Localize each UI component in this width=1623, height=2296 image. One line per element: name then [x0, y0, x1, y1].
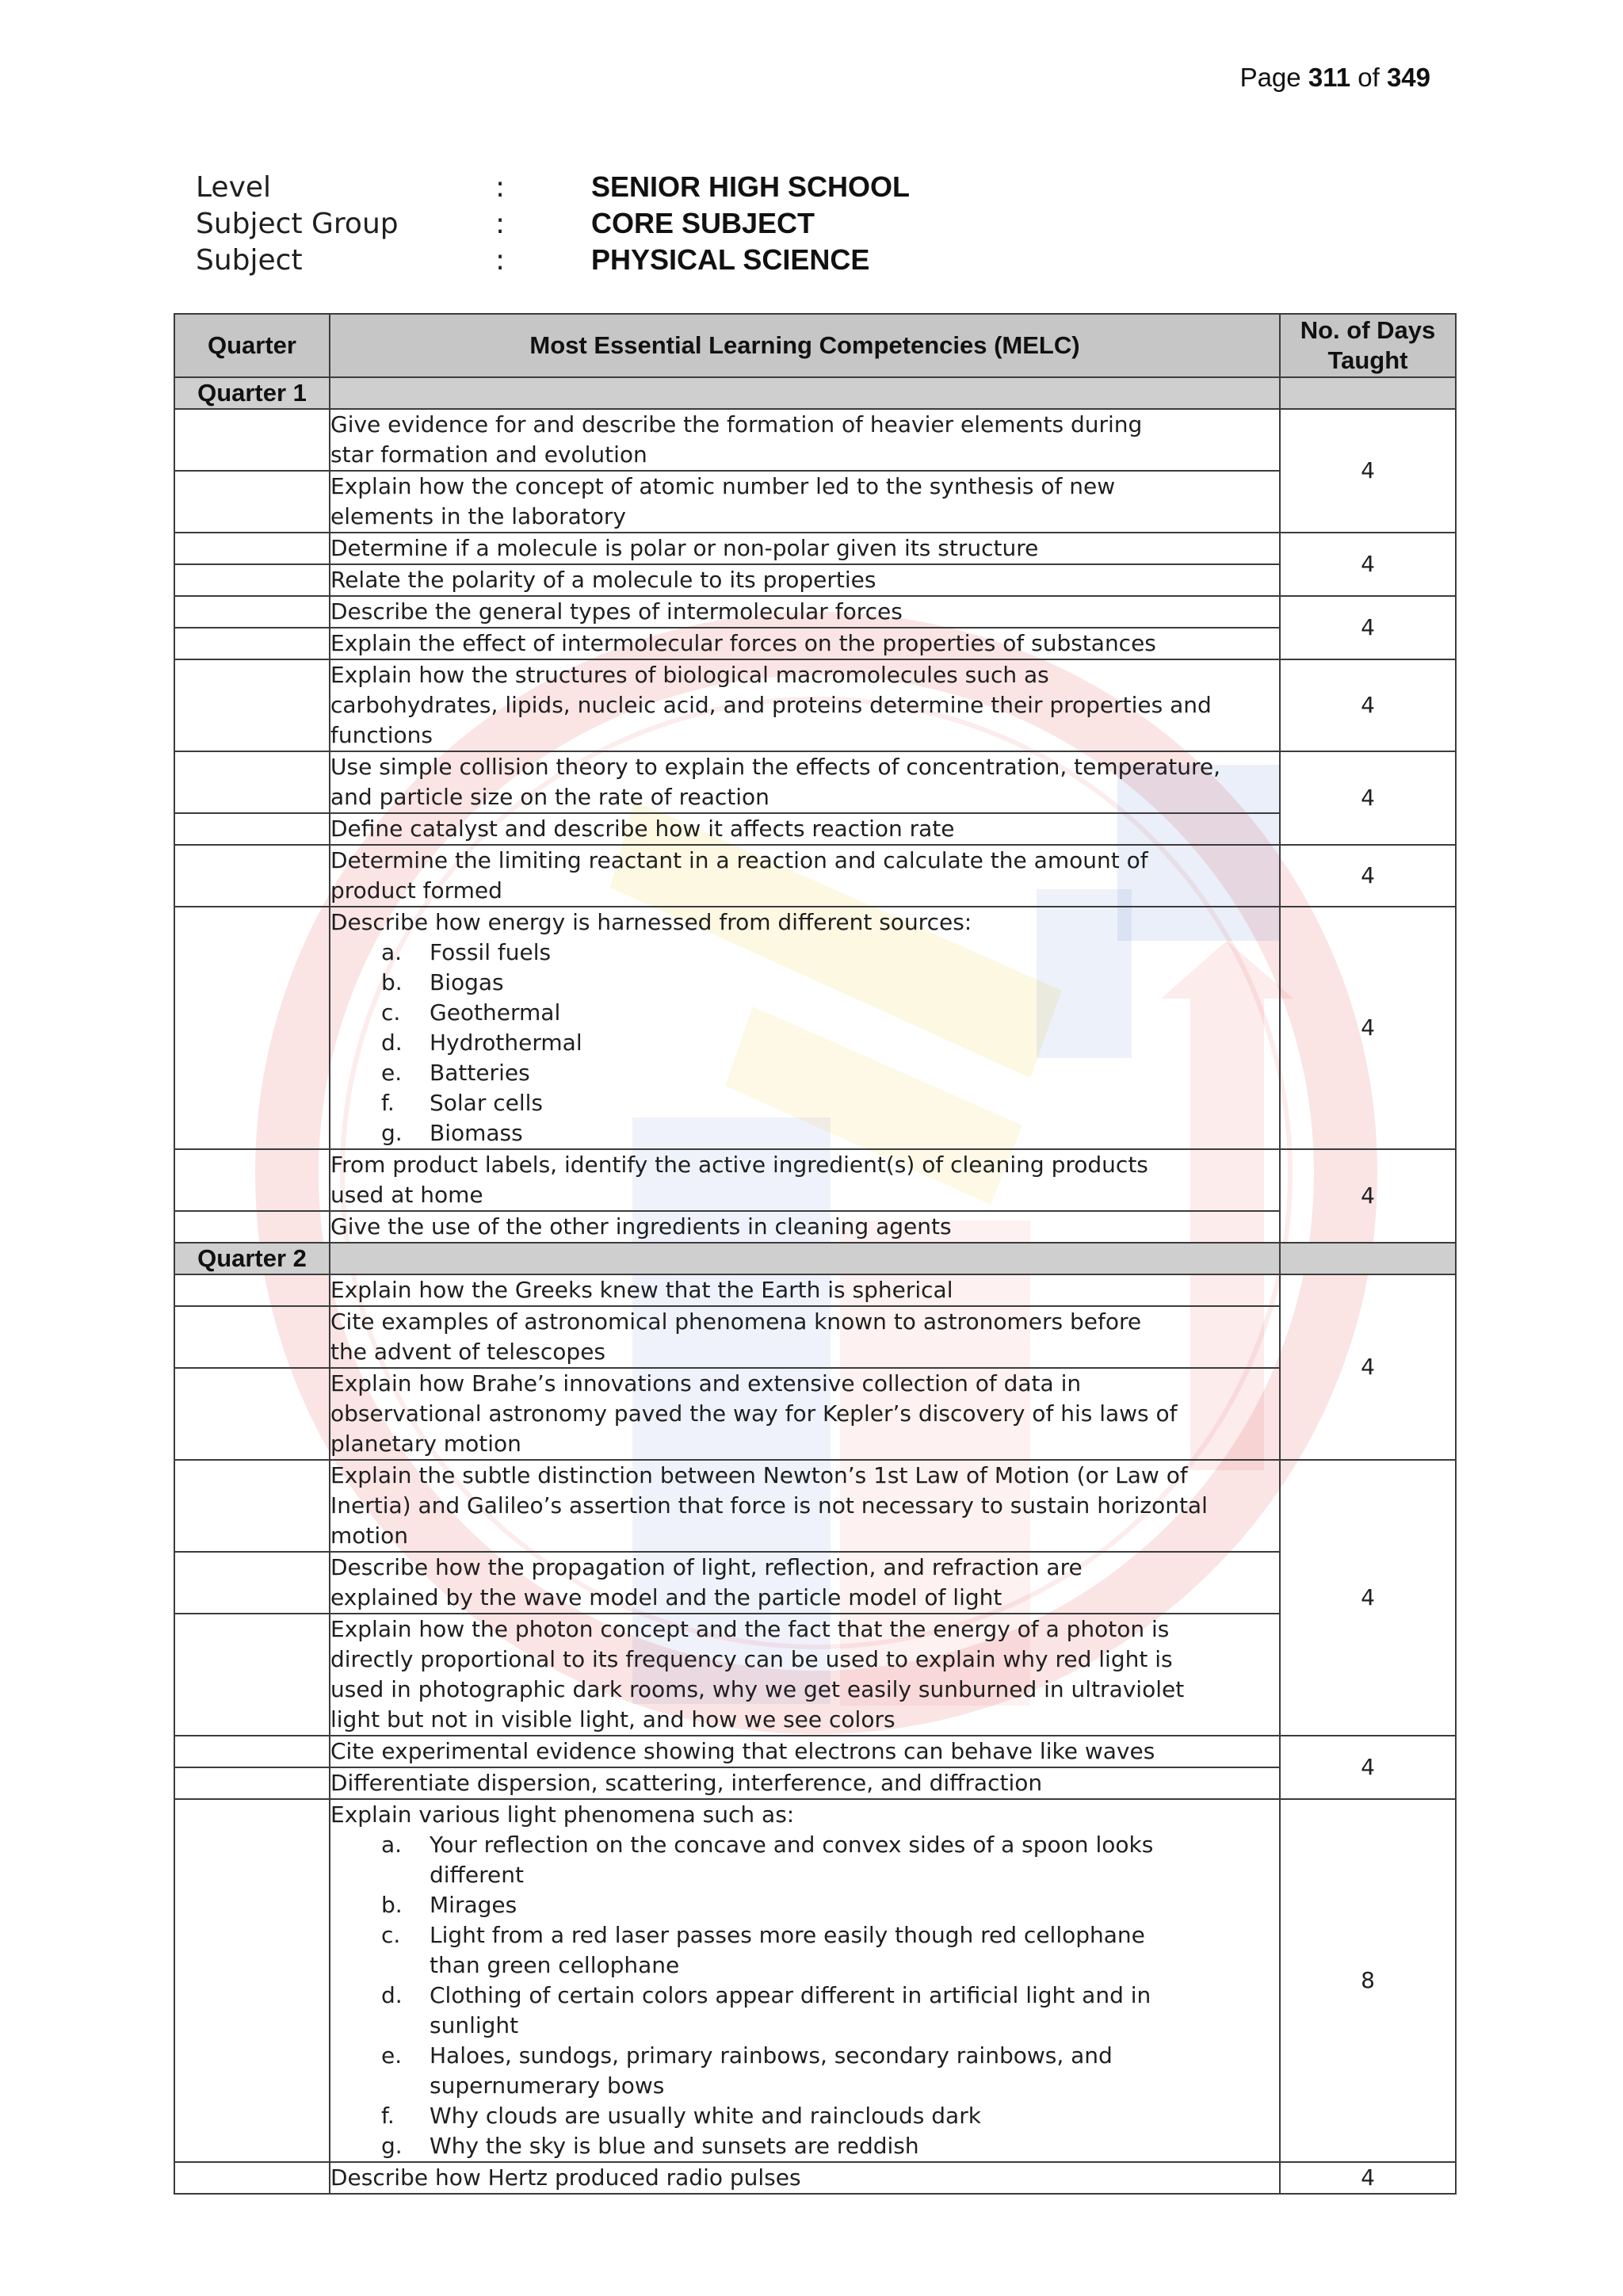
- quarter-cell: [174, 751, 330, 813]
- subject-group-label: Subject Group: [196, 207, 399, 240]
- page-separator: of: [1358, 63, 1380, 92]
- list-item-text: Biogas: [430, 969, 504, 995]
- quarter-cell: [174, 1149, 330, 1211]
- table-header-row: [174, 314, 1456, 377]
- list-item: [330, 1890, 1279, 1920]
- competency-text: Explain the subtle distinction between Newton’s 1st Law of Motion (or Law of Inertia) and Galileo’s assertion that force is not necessary to sustain horizontal motion: [330, 1462, 1208, 1549]
- table-row: [174, 471, 1456, 533]
- level-label: Level: [196, 170, 272, 204]
- course-info: [196, 169, 910, 278]
- list-item: [330, 1981, 1279, 2041]
- list-item-text: Batteries: [430, 1060, 530, 1086]
- competency-cell: [330, 1306, 1280, 1368]
- competency-cell: [330, 907, 1280, 1149]
- days-cell: 4: [1280, 596, 1456, 659]
- competency-cell: [330, 813, 1280, 845]
- quarter-label: Quarter 2: [174, 1243, 330, 1274]
- days-cell: 4: [1280, 659, 1456, 751]
- page-number: [1240, 60, 1430, 95]
- days-cell: 4: [1280, 2162, 1456, 2194]
- list-item: [330, 998, 1279, 1028]
- competency-cell: [330, 1799, 1280, 2162]
- table-row: [174, 1211, 1456, 1243]
- table-row: [174, 1614, 1456, 1736]
- quarter-row-blank: [1280, 1243, 1456, 1274]
- list-marker: a.: [381, 939, 403, 965]
- competency-text: Explain various light phenomena such as:: [330, 1801, 795, 1828]
- list-marker: f.: [381, 2103, 395, 2129]
- competency-text: Explain how Brahe’s innovations and extensive collection of data in observational astronomy paved the way for Kepler’s discovery of his laws of planetary motion: [330, 1370, 1178, 1457]
- table-row: [174, 1736, 1456, 1767]
- list-item-text: Geothermal: [430, 999, 561, 1026]
- list-item-text: Haloes, sundogs, primary rainbows, secondary rainbows, and supernumerary bows: [430, 2042, 1113, 2099]
- table-row: [174, 533, 1456, 564]
- quarter-cell: [174, 596, 330, 628]
- table-row: [174, 1149, 1456, 1211]
- list-marker: d.: [381, 1982, 403, 2008]
- list-marker: g.: [381, 1120, 403, 1146]
- quarter-cell: [174, 1614, 330, 1736]
- list-item: [330, 2101, 1279, 2131]
- competency-text: Describe how the propagation of light, reflection, and refraction are explained by the wave model and the particle model of light: [330, 1554, 1083, 1610]
- list-item: [330, 2131, 1279, 2161]
- list-item-text: Why clouds are usually white and rainclouds dark: [430, 2103, 981, 2129]
- list-item-text: Your reflection on the concave and convex sides of a spoon looks different: [430, 1832, 1154, 1888]
- list-marker: e.: [381, 2042, 403, 2069]
- competency-cell: [330, 845, 1280, 907]
- quarter-row: [174, 377, 1456, 409]
- quarter-row-blank: [1280, 377, 1456, 409]
- list-marker: d.: [381, 1030, 403, 1056]
- competency-text: Cite examples of astronomical phenomena known to astronomers before the advent of telescopes: [330, 1308, 1142, 1365]
- list-item-text: Why the sky is blue and sunsets are reddish: [430, 2133, 919, 2159]
- list-item: [330, 1088, 1279, 1118]
- page-current: 311: [1308, 63, 1351, 92]
- table-row: [174, 813, 1456, 845]
- header-melc: Most Essential Learning Competencies (MELC): [330, 314, 1280, 377]
- level-value: SENIOR HIGH SCHOOL: [591, 170, 911, 203]
- page-total: 349: [1386, 63, 1430, 92]
- subject-label: Subject: [196, 243, 303, 277]
- competency-cell: [330, 596, 1280, 628]
- table-row: [174, 628, 1456, 659]
- competency-cell: [330, 1211, 1280, 1243]
- list-item-text: Fossil fuels: [430, 939, 552, 965]
- list-marker: b.: [381, 969, 403, 995]
- competency-cell: [330, 564, 1280, 596]
- quarter-cell: [174, 845, 330, 907]
- header-quarter: Quarter: [174, 314, 330, 377]
- subject-group-colon: :: [495, 207, 506, 240]
- list-marker: f.: [381, 1090, 395, 1116]
- table-row: [174, 596, 1456, 628]
- competency-cell: [330, 1149, 1280, 1211]
- subject-colon: :: [495, 243, 506, 277]
- list-item: [330, 1058, 1279, 1088]
- page-prefix: Page: [1239, 63, 1301, 92]
- list-item: [330, 968, 1279, 998]
- list-item-text: Clothing of certain colors appear different in artificial light and in sunlight: [430, 1982, 1151, 2038]
- list-item-text: Solar cells: [430, 1090, 544, 1116]
- subject-group-value: CORE SUBJECT: [591, 207, 815, 239]
- quarter-cell: [174, 1211, 330, 1243]
- quarter-row-blank: [330, 1243, 1280, 1274]
- quarter-row: [174, 1243, 1456, 1274]
- quarter-cell: [174, 1306, 330, 1368]
- competency-cell: [330, 2162, 1280, 2194]
- competency-text: Explain how the concept of atomic number led to the synthesis of new elements in the laboratory: [330, 473, 1116, 529]
- list-item: [330, 1028, 1279, 1058]
- list-item-text: Mirages: [430, 1892, 517, 1918]
- quarter-cell: [174, 628, 330, 659]
- quarter-cell: [174, 1368, 330, 1460]
- quarter-cell: [174, 907, 330, 1149]
- competency-cell: [330, 1736, 1280, 1767]
- competency-text: Differentiate dispersion, scattering, interference, and diffraction: [330, 1770, 1043, 1796]
- quarter-cell: [174, 1274, 330, 1306]
- competency-text: Explain how the photon concept and the fact that the energy of a photon is directly proportional to its frequency can be used to explain why red light is used in photographic dark rooms, why we get easily sunburned in ultraviolet light but not in visible light, and how we see colors: [330, 1616, 1185, 1733]
- quarter-cell: [174, 2162, 330, 2194]
- competency-cell: [330, 471, 1280, 533]
- competency-text: Describe the general types of intermolecular forces: [330, 598, 903, 625]
- days-cell: 4: [1280, 751, 1456, 845]
- competency-cell: [330, 409, 1280, 471]
- header-days: No. of Days Taught: [1280, 314, 1456, 377]
- competency-cell: [330, 1552, 1280, 1614]
- days-cell: 4: [1280, 533, 1456, 596]
- list-item-text: Light from a red laser passes more easily though red cellophane than green cellophane: [430, 1922, 1145, 1978]
- table-row: [174, 1368, 1456, 1460]
- days-cell: 4: [1280, 409, 1456, 533]
- table-row: [174, 907, 1456, 1149]
- competency-text: Describe how Hertz produced radio pulses: [330, 2164, 801, 2191]
- quarter-cell: [174, 409, 330, 471]
- table-row: [174, 409, 1456, 471]
- competency-text: Give evidence for and describe the formation of heavier elements during star formation and evolution: [330, 411, 1143, 468]
- days-cell: 4: [1280, 845, 1456, 907]
- list-marker: c.: [381, 1922, 401, 1948]
- days-cell: 4: [1280, 1274, 1456, 1460]
- competency-text: From product labels, identify the active ingredient(s) of cleaning products used at home: [330, 1152, 1148, 1208]
- table-row: [174, 1460, 1456, 1552]
- table-row: [174, 1552, 1456, 1614]
- list-item-text: Biomass: [430, 1120, 523, 1146]
- competency-cell: [330, 533, 1280, 564]
- quarter-cell: [174, 1799, 330, 2162]
- quarter-cell: [174, 1460, 330, 1552]
- list-marker: b.: [381, 1892, 403, 1918]
- days-cell: 8: [1280, 1799, 1456, 2162]
- subject-value: PHYSICAL SCIENCE: [591, 243, 870, 276]
- quarter-cell: [174, 659, 330, 751]
- table-row: [174, 2162, 1456, 2194]
- quarter-cell: [174, 1736, 330, 1767]
- days-cell: 4: [1280, 1736, 1456, 1799]
- competency-text: Determine if a molecule is polar or non-polar given its structure: [330, 535, 1039, 561]
- competency-cell: [330, 1274, 1280, 1306]
- competency-text: Cite experimental evidence showing that electrons can behave like waves: [330, 1738, 1155, 1764]
- days-cell: 4: [1280, 907, 1456, 1149]
- competency-text: Explain the effect of intermolecular forces on the properties of substances: [330, 630, 1156, 656]
- table-row: [174, 1767, 1456, 1799]
- list-item: [330, 1830, 1279, 1890]
- list-item: [330, 1920, 1279, 1981]
- competency-text: Use simple collision theory to explain the effects of concentration, temperature, and particle size on the rate of reaction: [330, 754, 1221, 810]
- competency-text: Explain how the Greeks knew that the Earth is spherical: [330, 1277, 953, 1303]
- competency-text: Describe how energy is harnessed from different sources:: [330, 909, 972, 935]
- competency-text: Define catalyst and describe how it affects reaction rate: [330, 816, 955, 842]
- info-row-level: [196, 169, 910, 205]
- quarter-cell: [174, 813, 330, 845]
- level-colon: :: [495, 170, 506, 204]
- list-item: [330, 938, 1279, 968]
- quarter-cell: [174, 1552, 330, 1614]
- days-cell: 4: [1280, 1460, 1456, 1736]
- competency-text: Relate the polarity of a molecule to its properties: [330, 567, 876, 593]
- quarter-cell: [174, 471, 330, 533]
- competency-cell: [330, 1767, 1280, 1799]
- competency-cell: [330, 659, 1280, 751]
- competency-text: Determine the limiting reactant in a reaction and calculate the amount of product formed: [330, 847, 1148, 904]
- table-row: [174, 751, 1456, 813]
- competency-text: Explain how the structures of biological macromolecules such as carbohydrates, lipids, nucleic acid, and proteins determine their properties and functions: [330, 662, 1212, 748]
- quarter-cell: [174, 564, 330, 596]
- table-row: [174, 1274, 1456, 1306]
- list-item: [330, 2041, 1279, 2101]
- quarter-label: Quarter 1: [174, 377, 330, 409]
- table-row: [174, 845, 1456, 907]
- list-item: [330, 1118, 1279, 1148]
- melc-table: [174, 313, 1457, 2195]
- table-row: [174, 1306, 1456, 1368]
- quarter-cell: [174, 1767, 330, 1799]
- list-item-text: Hydrothermal: [430, 1030, 582, 1056]
- list-marker: e.: [381, 1060, 403, 1086]
- list-marker: c.: [381, 999, 401, 1026]
- competency-text: Give the use of the other ingredients in cleaning agents: [330, 1213, 952, 1240]
- info-row-subject-group: [196, 205, 910, 242]
- competency-cell: [330, 1368, 1280, 1460]
- table-row: [174, 1799, 1456, 2162]
- days-cell: 4: [1280, 1149, 1456, 1243]
- table-row: [174, 659, 1456, 751]
- competency-cell: [330, 1460, 1280, 1552]
- competency-cell: [330, 751, 1280, 813]
- competency-cell: [330, 628, 1280, 659]
- list-marker: a.: [381, 1832, 403, 1858]
- quarter-row-blank: [330, 377, 1280, 409]
- competency-cell: [330, 1614, 1280, 1736]
- info-row-subject: [196, 242, 910, 278]
- list-marker: g.: [381, 2133, 403, 2159]
- table-row: [174, 564, 1456, 596]
- quarter-cell: [174, 533, 330, 564]
